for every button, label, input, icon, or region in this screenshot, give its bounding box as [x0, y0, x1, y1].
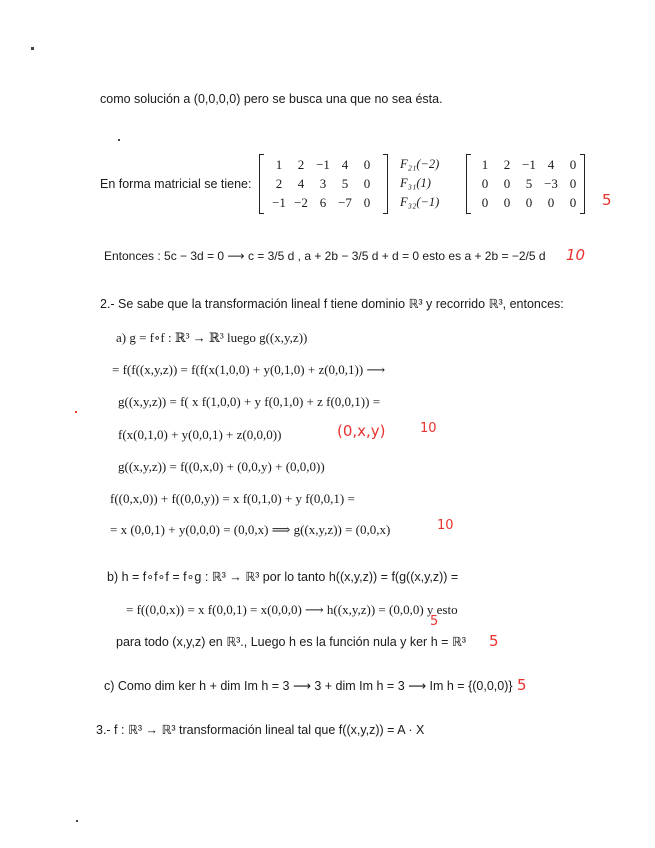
matrix-cell: 4: [341, 156, 349, 172]
matrix-row: [474, 174, 584, 193]
row-op: F₃₁(1): [400, 176, 431, 190]
matrix-right: [474, 155, 584, 212]
matrix-cell: 4: [297, 175, 305, 191]
matrix-cell: 0: [569, 194, 577, 210]
matrix-row: [268, 193, 378, 212]
row-operations: [400, 155, 439, 212]
matrix-cell: 0: [503, 194, 511, 210]
matrix-cell: 0: [547, 194, 555, 210]
row-op: F₃₂(−1): [400, 195, 440, 209]
matrix-left: [268, 155, 378, 212]
matrix-row: [474, 155, 584, 174]
matrix-cell: −1: [522, 156, 536, 172]
grade-mark: 5: [517, 676, 527, 694]
grade-mark: 10: [420, 421, 437, 436]
matrix-right-open-bracket: [466, 154, 471, 214]
matrix-cell: 0: [569, 175, 577, 191]
matrix-cell: 6: [319, 194, 327, 210]
speck: [118, 139, 120, 141]
grade-mark: 10: [437, 518, 454, 533]
line-b-def: b) h = f∘f∘f = f∘g : ℝ³ → ℝ³ por lo tanto h((x,y,z)) = f(g((x,y,z)) =: [107, 570, 459, 584]
speck: [75, 411, 77, 413]
matrix-left-close-bracket: [383, 154, 388, 214]
matrix-cell: 2: [275, 175, 283, 191]
line-a-result: = x (0,0,1) + y(0,0,0) = (0,0,x) ⟹ g((x,y,z)) = (0,0,x): [110, 522, 391, 537]
line-b-conclusion: para todo (x,y,z) en ℝ³., Luego h es la función nula y ker h = ℝ³: [116, 635, 466, 649]
line-a-def: a) g = f∘f : ℝ³ → ℝ³ luego g((x,y,z)): [116, 330, 308, 345]
matrix-cell: 1: [275, 156, 283, 172]
row-op: F₂₁(−2): [400, 157, 440, 171]
line-entonces: Entonces : 5c − 3d = 0 ⟶ c = 3/5 d , a + 2b − 3/5 d + d = 0 esto es a + 2b = −2/5 d: [104, 249, 546, 263]
matrix-row: [268, 155, 378, 174]
line-a-step2: g((x,y,z)) = f( x f(1,0,0) + y f(0,1,0) + z f(0,0,1)) =: [118, 394, 381, 409]
line-matrix-intro: En forma matricial se tiene:: [100, 177, 252, 191]
matrix-left-open-bracket: [259, 154, 264, 214]
grade-mark: 5: [489, 632, 499, 650]
matrix-row: [268, 174, 378, 193]
matrix-cell: −2: [294, 194, 308, 210]
matrix-cell: 0: [503, 175, 511, 191]
matrix-cell: 4: [547, 156, 555, 172]
matrix-cell: 0: [569, 156, 577, 172]
matrix-right-close-bracket: [580, 154, 585, 214]
matrix-cell: 1: [481, 156, 489, 172]
matrix-cell: 0: [363, 156, 371, 172]
matrix-row: [474, 193, 584, 212]
handwritten-annotation: (0,x,y): [337, 422, 386, 440]
matrix-cell: −7: [338, 194, 352, 210]
line-a-step3: f(x(0,1,0) + y(0,0,1) + z(0,0,0)): [118, 427, 282, 442]
grade-mark: 5: [602, 191, 612, 209]
matrix-cell: 0: [363, 194, 371, 210]
matrix-cell: 3: [319, 175, 327, 191]
matrix-cell: 0: [363, 175, 371, 191]
line-solution: como solución a (0,0,0,0) pero se busca una que no sea ésta.: [100, 92, 443, 106]
matrix-cell: −1: [316, 156, 330, 172]
line-a-step1: = f(f((x,y,z)) = f(f(x(1,0,0) + y(0,1,0) + z(0,0,1)) ⟶: [112, 362, 386, 377]
line-a-step4: g((x,y,z)) = f((0,x,0) + (0,0,y) + (0,0,0)): [118, 459, 325, 474]
line-a-step5: f((0,x,0)) + f((0,0,y)) = x f(0,1,0) + y f(0,0,1) =: [110, 491, 355, 506]
matrix-cell: 2: [297, 156, 305, 172]
matrix-cell: 2: [503, 156, 511, 172]
matrix-cell: 0: [525, 194, 533, 210]
matrix-cell: −3: [544, 175, 558, 191]
matrix-cell: 5: [341, 175, 349, 191]
line-b-step: = f((0,0,x)) = x f(0,0,1) = x(0,0,0) ⟶ h((x,y,z)) = (0,0,0) y esto: [126, 602, 458, 617]
matrix-cell: 0: [481, 194, 489, 210]
matrix-cell: 0: [481, 175, 489, 191]
line-c: c) Como dim ker h + dim Im h = 3 ⟶ 3 + dim Im h = 3 ⟶ Im h = {(0,0,0)}: [104, 679, 513, 693]
grade-mark: 10: [566, 246, 586, 264]
speck: [31, 47, 34, 50]
matrix-cell: 5: [525, 175, 533, 191]
matrix-cell: −1: [272, 194, 286, 210]
problem-2-heading: 2.- Se sabe que la transformación lineal f tiene dominio ℝ³ y recorrido ℝ³, entonces:: [100, 297, 564, 311]
handwritten-annotation: 5: [430, 614, 439, 629]
speck: [76, 820, 78, 822]
problem-3-heading: 3.- f : ℝ³ → ℝ³ transformación lineal tal que f((x,y,z)) = A · X: [96, 723, 425, 737]
